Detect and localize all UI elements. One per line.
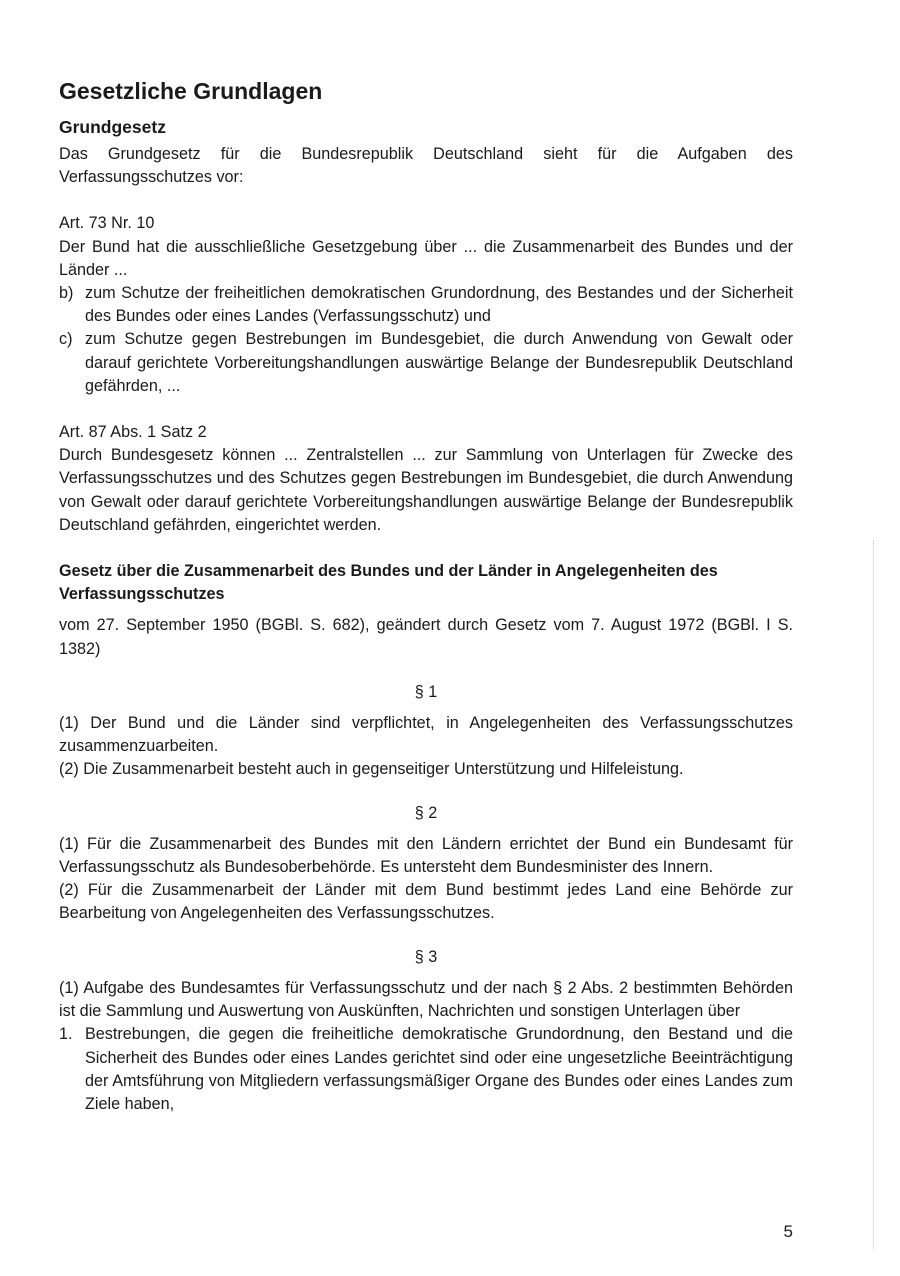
paragraph-2-abs-2: (2) Für die Zusammenarbeit der Länder mit dem Bund bestimmt jedes Land eine Behörde zur Bearbeitung von Angelegenheiten des Verfassungsschutzes. [59, 881, 793, 923]
list-marker: c) [59, 330, 73, 349]
document-page [59, 76, 793, 1116]
list-marker: 1. [59, 1025, 73, 1044]
paragraph-1-abs-1: (1) Der Bund und die Länder sind verpflichtet, in Angelegenheiten des Verfassungsschutzes zusammenzuarbeiten. [59, 714, 793, 756]
gesetz-dated: vom 27. September 1950 (BGBl. S. 682), geändert durch Gesetz vom 7. August 1972 (BGBl. I S. 1382) [59, 616, 793, 658]
art73-list [59, 282, 793, 398]
page-heading: Gesetzliche Grundlagen [59, 78, 323, 104]
paragraph-3-list [59, 1023, 793, 1116]
page-edge-line [873, 540, 874, 1250]
list-item [59, 282, 793, 328]
section-title-grundgesetz: Grundgesetz [59, 117, 166, 137]
list-item [59, 328, 793, 398]
art73-text: Der Bund hat die ausschließliche Gesetzgebung über ... die Zusammenarbeit des Bundes und der Länder ... [59, 237, 793, 279]
list-item [59, 1023, 793, 1116]
list-marker: b) [59, 284, 74, 303]
paragraph-3-abs-1: (1) Aufgabe des Bundesamtes für Verfassungsschutz und der nach § 2 Abs. 2 bestimmten Behörden ist die Sammlung und Auswertung von Auskünften, Nachrichten und sonstigen Unterlagen über [59, 978, 793, 1021]
paragraph-sign-3: § 3 [414, 947, 438, 966]
page-number: 5 [783, 1222, 793, 1241]
paragraph-sign-1: § 1 [414, 682, 438, 701]
grundgesetz-intro: Das Grundgesetz für die Bundesrepublik Deutschland sieht für die Aufgaben des Verfassungsschutzes vor: [59, 145, 793, 187]
list-item-text: zum Schutze der freiheitlichen demokratischen Grundordnung, des Bestandes und der Sicherheit des Bundes oder eines Landes (Verfassungsschutz) und [85, 284, 793, 326]
paragraph-sign-2: § 2 [414, 803, 438, 822]
paragraph-1-abs-2: (2) Die Zusammenarbeit besteht auch in gegenseitiger Unterstützung und Hilfeleistung. [59, 760, 684, 779]
art87-text: Durch Bundesgesetz können ... Zentralstellen ... zur Sammlung von Unterlagen für Zwecke des Verfassungsschutzes und des Schutzes gegen Bestrebungen im Bundesgebiet, die durch Anwendung von Gewalt oder darauf gerichtete Vorbereitungshandlungen auswärtige Belange der Bundesrepublik Deutschland gefährden, eingerichtet werden. [59, 446, 793, 534]
list-item-text: zum Schutze gegen Bestrebungen im Bundesgebiet, die durch Anwendung von Gewalt oder darauf gerichtete Vorbereitungshandlungen auswärtige Belange der Bundesrepublik Deutschland gefährden, ... [85, 330, 793, 395]
paragraph-2-abs-1: (1) Für die Zusammenarbeit des Bundes mit den Ländern errichtet der Bund ein Bundesamt für Verfassungsschutz als Bundesoberbehörde. Es untersteht dem Bundesminister des Innern. [59, 834, 793, 877]
art87-reference: Art. 87 Abs. 1 Satz 2 [59, 423, 207, 442]
list-item-text: Bestrebungen, die gegen die freiheitliche demokratische Grundordnung, den Bestand und die Sicherheit des Bundes oder eines Landes gerichtet sind oder eine ungesetzliche Beeinträchtigung der Amtsführung von Mitgliedern verfassungsmäßiger Organe des Bundes oder eines Landes zum Ziele haben, [85, 1025, 793, 1113]
art73-reference: Art. 73 Nr. 10 [59, 214, 155, 233]
section-title-gesetz: Gesetz über die Zusammenarbeit des Bundes und der Länder in Angelegenheiten des Verfassungsschutzes [59, 562, 718, 604]
